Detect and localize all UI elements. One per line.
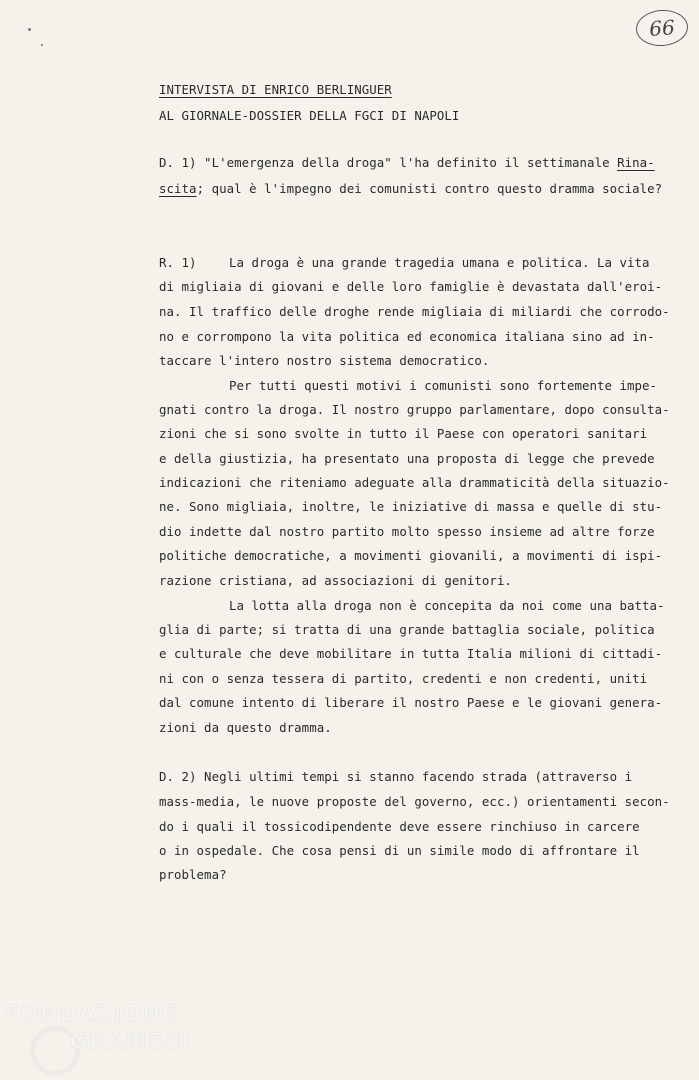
answer-1-line: La lotta alla droga non è concepita da noi come una batta- (229, 598, 665, 613)
answer-1-line: zioni da questo dramma. (159, 720, 332, 735)
question-1-line-2 (159, 182, 662, 196)
watermark-logo (0, 1000, 192, 1070)
answer-1-line: ne. Sono migliaia, inoltre, le iniziative di massa e quelle di stu- (159, 499, 663, 514)
q1-text: D. 1) "L'emergenza della droga" l'ha definito il settimanale (159, 155, 618, 170)
watermark-line-2: GRAMSCI (70, 1030, 192, 1055)
watermark-line-1: FONDAZIONE (4, 1002, 178, 1027)
question-2-line: problema? (159, 867, 227, 882)
answer-1-line: razione cristiana, ad associazioni di genitori. (159, 573, 512, 588)
answer-1-line: Per tutti questi motivi i comunisti sono fortemente impe- (229, 378, 658, 393)
q1-text: ; qual è l'impegno dei comunisti contro questo dramma sociale? (196, 181, 663, 196)
q1-underlined: scita (159, 181, 197, 196)
answer-1-line: dal comune intento di liberare il nostro Paese e le giovani genera- (159, 695, 663, 710)
answer-1-line: gnati contro la droga. Il nostro gruppo parlamentare, dopo consulta- (159, 402, 670, 417)
q1-underlined: Rina- (617, 155, 655, 170)
answer-1-line: dio indette dal nostro partito molto spesso insieme ad altre forze (159, 524, 655, 539)
answer-1-line: na. Il traffico delle droghe rende migliaia di miliardi che corrodo- (159, 304, 670, 319)
page-number-stamp: 66 (635, 8, 689, 48)
answer-1-line: politiche democratiche, a movimenti giovanili, a movimenti di ispi- (159, 548, 663, 563)
answer-1-line: taccare l'intero nostro sistema democratico. (159, 353, 490, 368)
answer-1-label: R. 1) (159, 255, 197, 270)
speck (41, 44, 43, 46)
answer-1-line: e della giustizia, ha presentato una proposta di legge che prevede (159, 451, 655, 466)
answer-1-line: indicazioni che riteniamo adeguate alla drammaticità della situazio- (159, 475, 670, 490)
answer-1-line: La droga è una grande tragedia umana e politica. La vita (229, 255, 650, 270)
answer-1-line: zioni che si sono svolte in tutto il Paese con operatori sanitari (159, 426, 648, 441)
title-line-1: INTERVISTA DI ENRICO BERLINGUER (159, 82, 392, 97)
answer-1-line: glia di parte; si tratta di una grande battaglia sociale, politica (159, 622, 655, 637)
question-2-line: mass-media, le nuove proposte del governo, ecc.) orientamenti secon- (159, 794, 670, 809)
title-line-2: AL GIORNALE-DOSSIER DELLA FGCI DI NAPOLI (159, 108, 460, 123)
question-1-line-1 (159, 156, 655, 170)
speck (28, 28, 31, 31)
answer-1-line: di migliaia di giovani e delle loro famiglie è devastata dall'eroi- (159, 279, 663, 294)
question-2-line: o in ospedale. Che cosa pensi di un simile modo di affrontare il (159, 843, 640, 858)
answer-1-line: no e corrompono la vita politica ed economica italiana sino ad in- (159, 329, 655, 344)
answer-1-line: e culturale che deve mobilitare in tutta Italia milioni di cittadi- (159, 646, 663, 661)
question-2-line: D. 2) Negli ultimi tempi si stanno facendo strada (attraverso i (159, 769, 633, 784)
question-2-line: do i quali il tossicodipendente deve essere rinchiuso in carcere (159, 819, 640, 834)
answer-1-line: ni con o senza tessera di partito, credenti e non credenti, uniti (159, 671, 648, 686)
